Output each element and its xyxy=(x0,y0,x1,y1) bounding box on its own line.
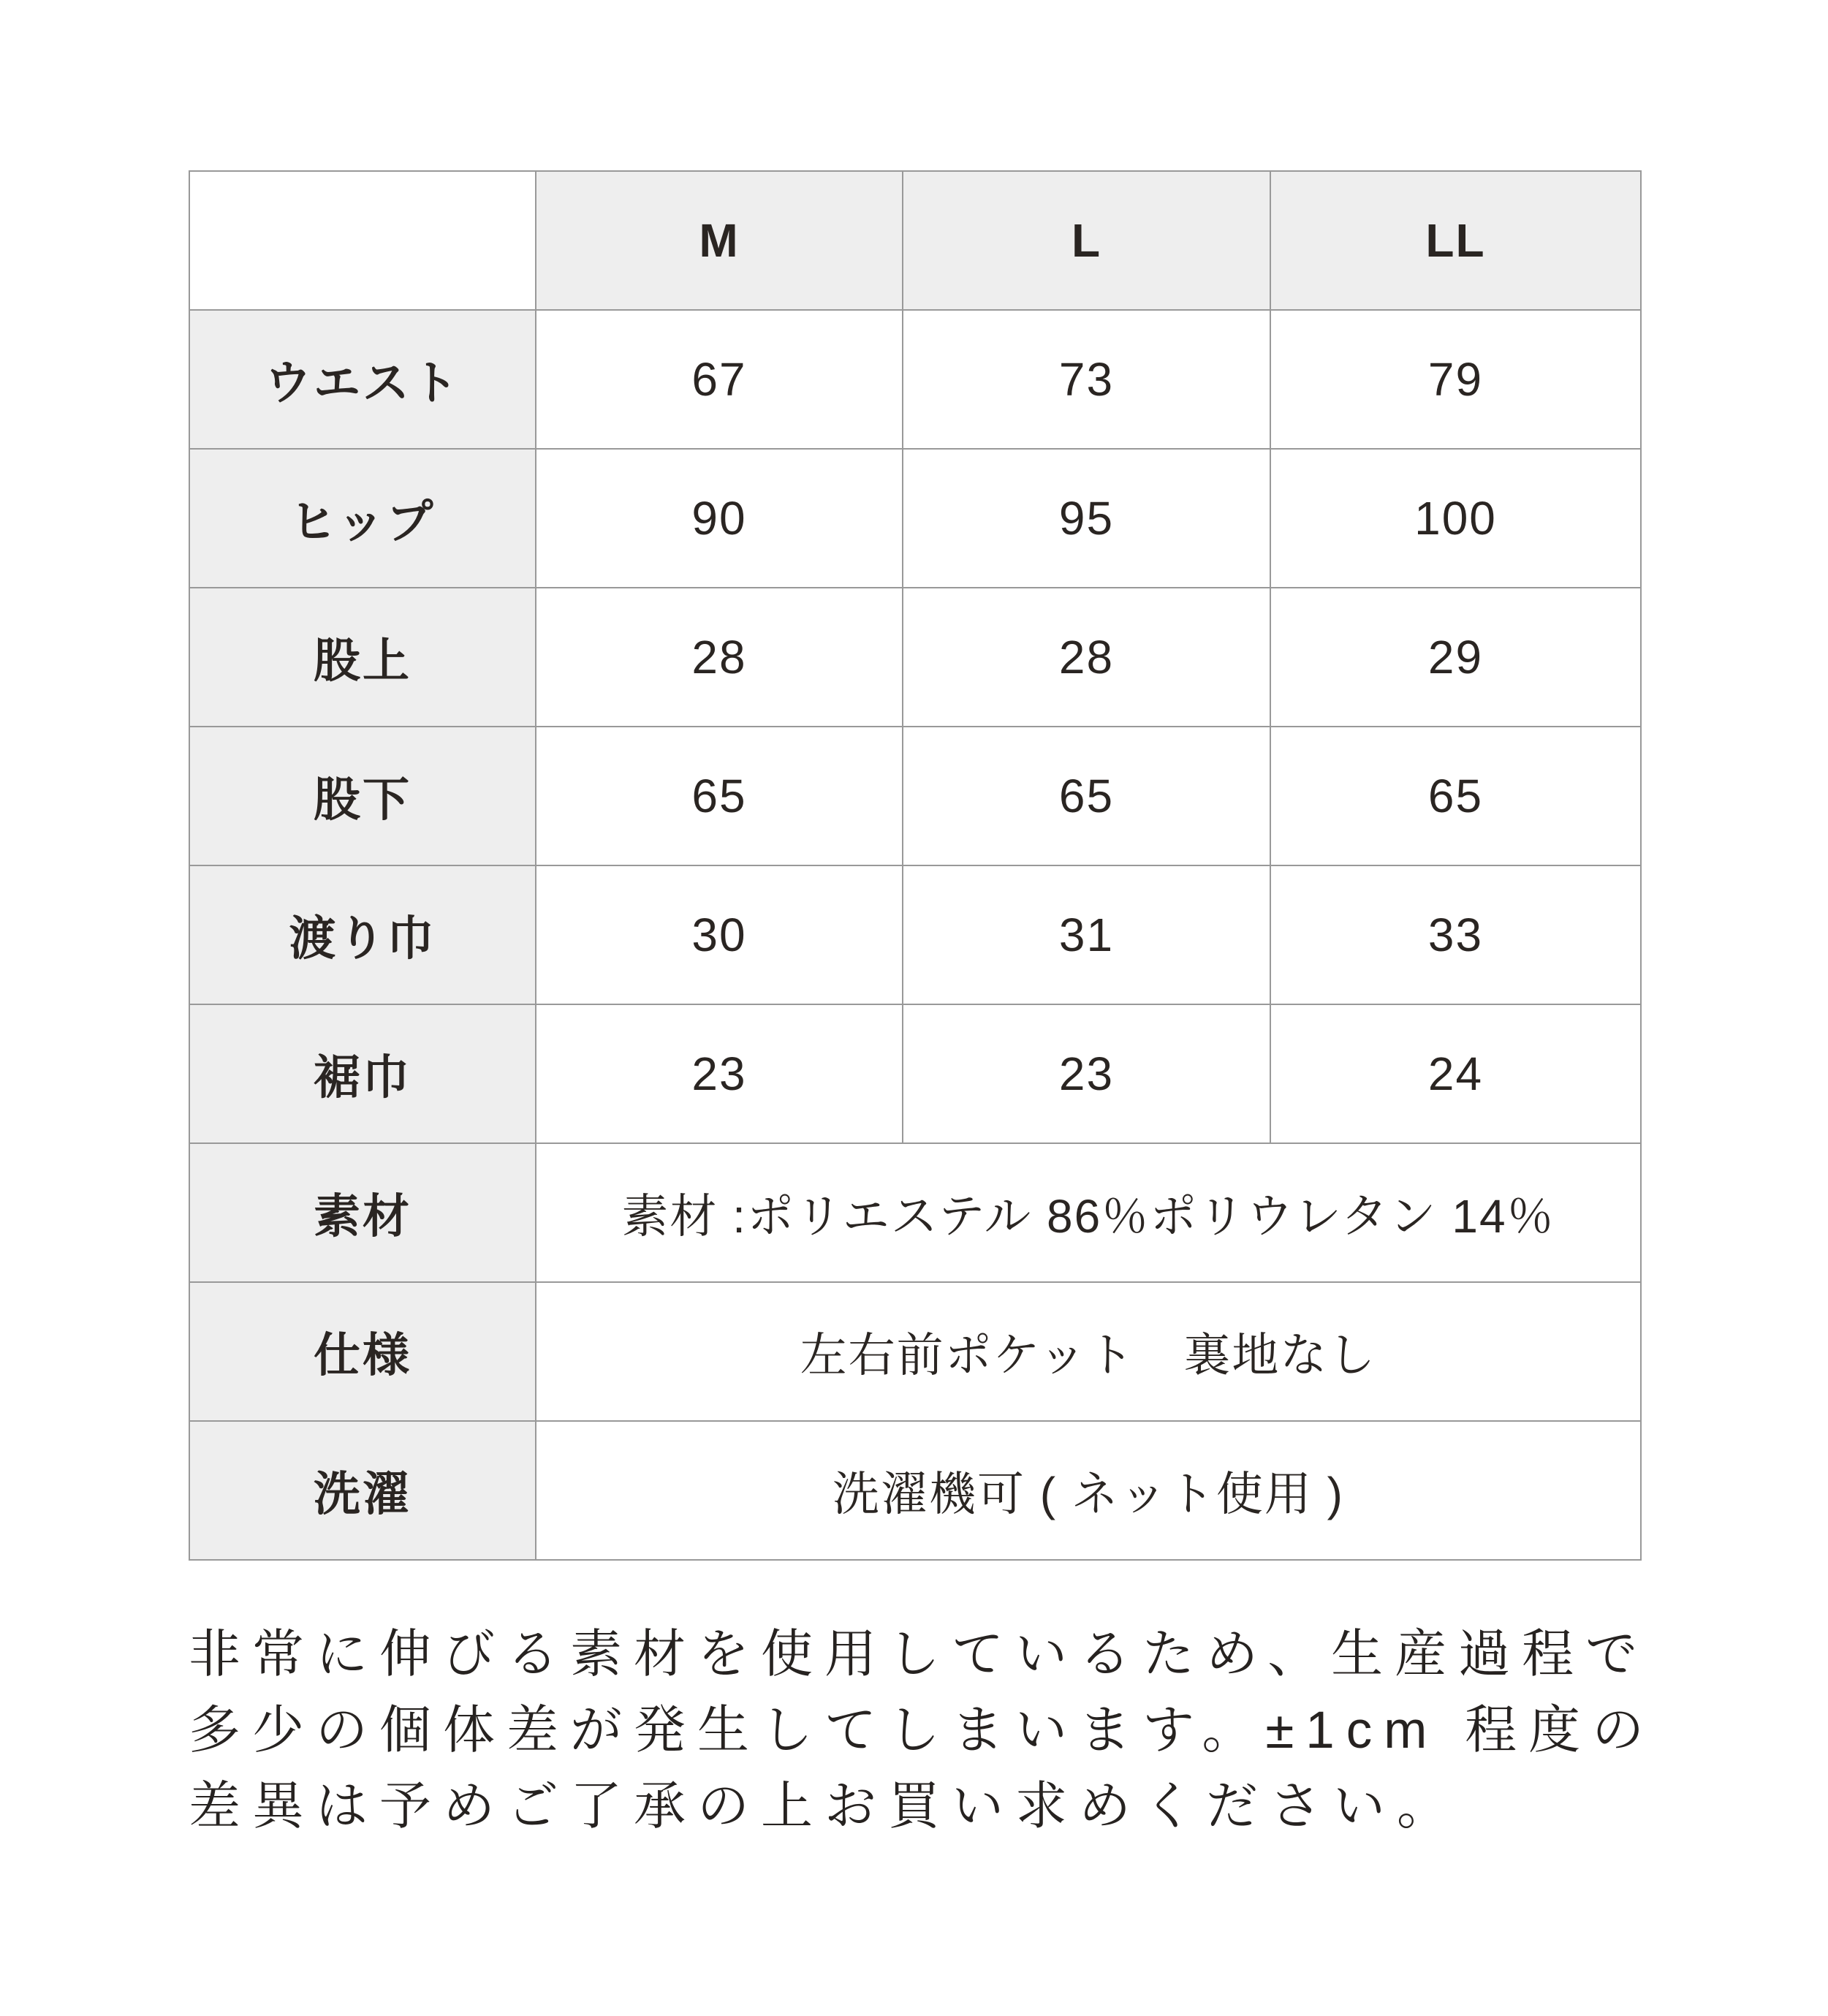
value-washing: 洗濯機可 ( ネット使用 ) xyxy=(536,1421,1641,1560)
value-rise-m: 28 xyxy=(536,588,903,727)
value-hip-m: 90 xyxy=(536,449,903,588)
value-material: 素材 :ポリエステル 86％ポリウレタン 14％ xyxy=(536,1143,1641,1282)
row-label-thigh-width: 渡り巾 xyxy=(189,865,536,1004)
row-label-spec: 仕様 xyxy=(189,1282,536,1421)
value-inseam-l: 65 xyxy=(903,727,1270,865)
value-hip-ll: 100 xyxy=(1270,449,1641,588)
value-hip-l: 95 xyxy=(903,449,1270,588)
table-row-washing xyxy=(189,1421,1641,1560)
row-label-waist: ウエスト xyxy=(189,310,536,449)
value-waist-m: 67 xyxy=(536,310,903,449)
table-row-waist xyxy=(189,310,1641,449)
table-row-rise xyxy=(189,588,1641,727)
size-spec-table xyxy=(189,170,1642,1561)
value-spec: 左右前ポケット 裏地なし xyxy=(536,1282,1641,1421)
table-row-hem-width xyxy=(189,1004,1641,1143)
value-inseam-ll: 65 xyxy=(1270,727,1641,865)
value-rise-ll: 29 xyxy=(1270,588,1641,727)
table-row-hip xyxy=(189,449,1641,588)
row-label-hem-width: 裾巾 xyxy=(189,1004,536,1143)
row-label-hip: ヒップ xyxy=(189,449,536,588)
value-inseam-m: 65 xyxy=(536,727,903,865)
header-row xyxy=(189,171,1641,310)
column-header-m: M xyxy=(536,171,903,310)
value-rise-l: 28 xyxy=(903,588,1270,727)
column-header-ll: LL xyxy=(1270,171,1641,310)
value-hem-width-l: 23 xyxy=(903,1004,1270,1143)
table-row-thigh-width xyxy=(189,865,1641,1004)
value-waist-ll: 79 xyxy=(1270,310,1641,449)
table-corner-cell xyxy=(189,171,536,310)
note-line-1: 非常に伸びる素材を使用しているため、生産過程で xyxy=(189,1626,1650,1683)
row-label-rise: 股上 xyxy=(189,588,536,727)
column-header-l: L xyxy=(903,171,1270,310)
value-thigh-width-m: 30 xyxy=(536,865,903,1004)
table-row-spec xyxy=(189,1282,1641,1421)
note-paragraph xyxy=(189,1617,1656,1845)
row-label-inseam: 股下 xyxy=(189,727,536,865)
table-row-material xyxy=(189,1143,1641,1282)
row-label-washing: 洗濯 xyxy=(189,1421,536,1560)
note-line-3: 差異は予めご了承の上お買い求めください。 xyxy=(189,1778,1461,1835)
value-waist-l: 73 xyxy=(903,310,1270,449)
value-hem-width-m: 23 xyxy=(536,1004,903,1143)
value-thigh-width-ll: 33 xyxy=(1270,865,1641,1004)
value-thigh-width-l: 31 xyxy=(903,865,1270,1004)
table-row-inseam xyxy=(189,727,1641,865)
row-label-material: 素材 xyxy=(189,1143,536,1282)
value-hem-width-ll: 24 xyxy=(1270,1004,1641,1143)
note-line-2: 多少の個体差が発生してしまいます。±1cm 程度の xyxy=(189,1702,1656,1759)
